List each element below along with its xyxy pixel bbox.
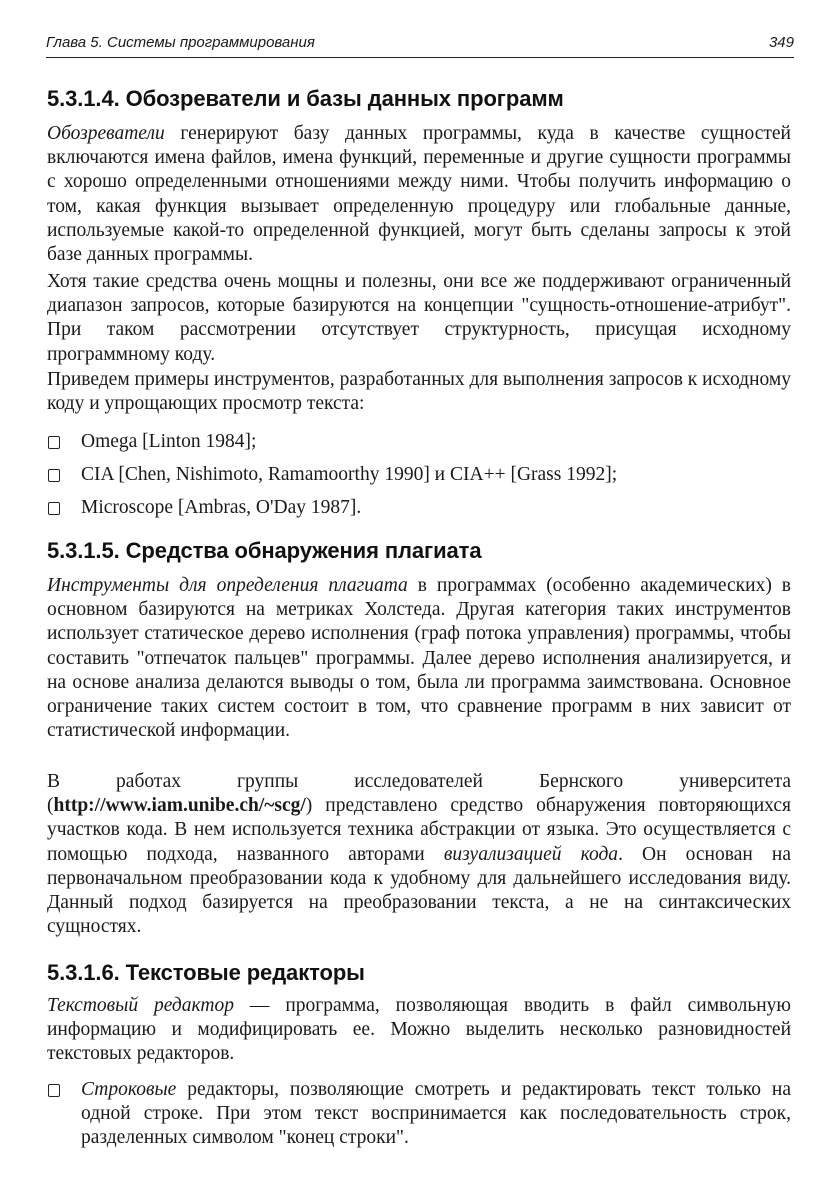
term: Строковые [81, 1079, 177, 1100]
editors-list [47, 1078, 791, 1151]
term: визуализацией кода [443, 843, 619, 865]
list-item [47, 430, 791, 454]
list-item-text: редакторы, позволяющие смотреть и редактировать текст только на одной строке. При этом текст воспринимается как последовательность строк, разделенных символом "конец строки". [81, 1079, 791, 1149]
list-item-text: CIA [Chen, Nishimoto, Ramamoorthy 1990] и CIA++ [Grass 1992]; [81, 464, 618, 486]
paragraph-text: в программах (особенно академических) в основном базируются на метриках Холстеда. Другая категория таких инструментов использует статическое дерево исполнения (граф потока управления) программы, чтобы составить "отпечаток пальцев" программы. Далее дерево исполнения анализируется, и на основе анализа делаются выводы о том, была ли программа заимствована. Основное ограничение таких систем состоит в том, что сравнение программ в них зависит от статистической информации. [47, 575, 791, 742]
term: Инструменты для определения плагиата [47, 575, 408, 596]
checkbox-bullet-icon [48, 1084, 60, 1097]
section-heading-5-3-1-5 [47, 538, 791, 564]
page-number: 349 [768, 34, 794, 51]
section-heading-5-3-1-6 [47, 960, 791, 986]
paragraph [47, 574, 791, 743]
section-heading-5-3-1-4 [47, 86, 791, 112]
paragraph [47, 770, 791, 939]
list-item [47, 496, 791, 520]
checkbox-bullet-icon [48, 502, 60, 515]
list-item-text: Microscope [Ambras, O'Day 1987]. [81, 497, 362, 519]
paragraph-text: В работах группы исследователей Бернского университета ( [47, 771, 791, 817]
paragraph-text: генерируют базу данных программы, куда в качестве сущностей включаются имена файлов, имена функций, переменные и другие сущности программы с хорошо определенными отношениями между ними. Чтобы получить информацию о том, какая функция вызывает определенную процедуру или глобальные данные, используемые какой-то определенной функцией, могут быть сделаны запросы к этой базе данных программы. [47, 123, 791, 266]
tools-list [47, 430, 791, 521]
section-heading: 5.3.1.5. Средства обнаружения плагиата [47, 538, 482, 563]
paragraph [47, 368, 791, 416]
paragraph [47, 122, 791, 267]
term: Обозреватели [47, 123, 165, 144]
paragraph-text: ) представлено средство обнаружения повторяющихся участков кода. В нем используется техника абстракции от языка. Это осуществляется с помощью подхода, названного авторами [47, 795, 791, 865]
paragraph-text: — программа, позволяющая вводить в файл символьную информацию и модифицировать ее. Можно выделить несколько разновидностей текстовых редакторов. [47, 995, 791, 1065]
running-header [46, 34, 794, 58]
paragraph-text: . Он основан на первоначальном преобразовании кода к удобному для дальнейшего исследования виду. Данный подход базируется на преобразовании текста, а не на синтаксических сущностях. [47, 843, 791, 938]
list-item [47, 463, 791, 487]
paragraph-text: Приведем примеры инструментов, разработанных для выполнения запросов к исходному коду и упрощающих просмотр текста: [47, 369, 791, 415]
chapter-title: Глава 5. Системы программирования [46, 34, 315, 51]
paragraph-text: Хотя такие средства очень мощны и полезны, они все же поддерживают ограниченный диапазон запросов, которые базируются на концепции "сущность-отношение-атрибут". При таком рассмотрении отсутствует структурность, присущая исходному программному коду. [47, 271, 791, 365]
checkbox-bullet-icon [48, 436, 60, 449]
paragraph [47, 270, 791, 367]
section-heading: 5.3.1.4. Обозреватели и базы данных программ [47, 86, 564, 111]
paragraph [47, 994, 791, 1067]
list-item-text: Omega [Linton 1984]; [81, 431, 257, 452]
list-item [47, 1078, 791, 1151]
checkbox-bullet-icon [48, 469, 60, 482]
url-link[interactable]: http://www.iam.unibe.ch/~scg/ [53, 795, 306, 817]
section-heading: 5.3.1.6. Текстовые редакторы [47, 960, 365, 985]
term: Текстовый редактор [47, 995, 234, 1016]
